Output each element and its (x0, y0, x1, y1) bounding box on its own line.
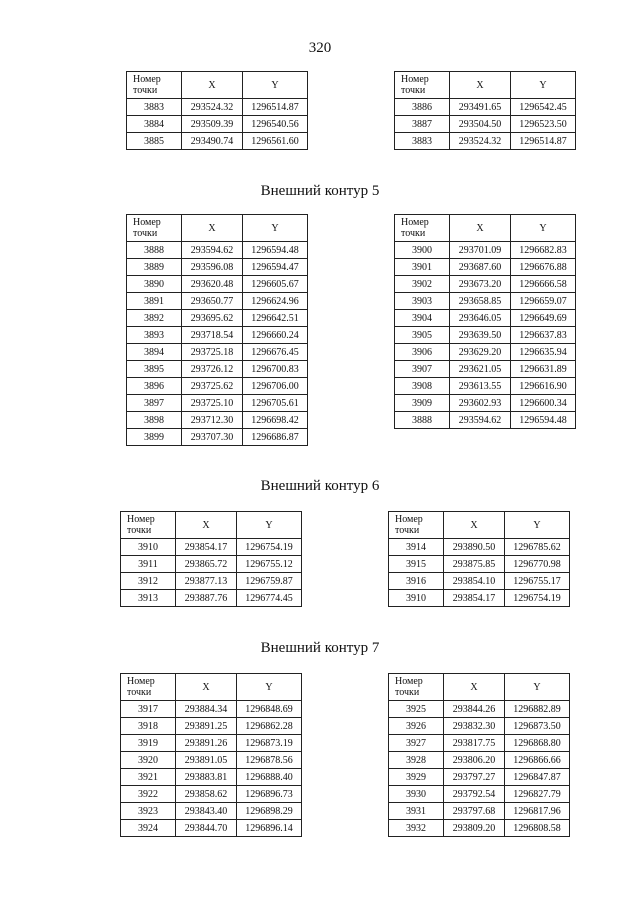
y-cell: 1296759.87 (237, 573, 302, 590)
point-number-cell: 3894 (127, 344, 182, 361)
x-cell: 293797.27 (444, 769, 505, 786)
table-row (121, 803, 302, 820)
point-number-cell: 3910 (389, 590, 444, 607)
table-row (395, 259, 576, 276)
y-cell: 1296785.62 (505, 539, 570, 556)
y-cell: 1296676.88 (511, 259, 576, 276)
x-header: X (182, 72, 243, 99)
x-cell: 293877.13 (176, 573, 237, 590)
y-header: Y (243, 215, 308, 242)
table-header-row (127, 215, 308, 242)
point-number-cell: 3886 (395, 99, 450, 116)
x-cell: 293891.25 (176, 718, 237, 735)
y-cell: 1296642.51 (243, 310, 308, 327)
coordinates-table (394, 214, 576, 429)
table-row (127, 99, 308, 116)
y-cell: 1296755.17 (505, 573, 570, 590)
table-header-row (121, 512, 302, 539)
point-number-cell: 3884 (127, 116, 182, 133)
point-number-cell: 3913 (121, 590, 176, 607)
y-cell: 1296698.42 (243, 412, 308, 429)
x-cell: 293650.77 (182, 293, 243, 310)
point-number-cell: 3911 (121, 556, 176, 573)
y-cell: 1296755.12 (237, 556, 302, 573)
y-cell: 1296847.87 (505, 769, 570, 786)
x-cell: 293890.50 (444, 539, 505, 556)
point-number-cell: 3909 (395, 395, 450, 412)
y-cell: 1296637.83 (511, 327, 576, 344)
x-cell: 293594.62 (450, 412, 511, 429)
x-cell: 293718.54 (182, 327, 243, 344)
table-row (127, 259, 308, 276)
y-cell: 1296817.96 (505, 803, 570, 820)
y-cell: 1296754.19 (237, 539, 302, 556)
x-header: X (450, 215, 511, 242)
y-header: Y (237, 674, 302, 701)
x-cell: 293792.54 (444, 786, 505, 803)
x-cell: 293725.62 (182, 378, 243, 395)
y-cell: 1296770.98 (505, 556, 570, 573)
x-header: X (444, 674, 505, 701)
point-number-header (389, 512, 444, 539)
x-cell: 293701.09 (450, 242, 511, 259)
table-row (127, 395, 308, 412)
x-cell: 293844.26 (444, 701, 505, 718)
point-number-cell: 3928 (389, 752, 444, 769)
point-number-header-line2: точки (395, 525, 420, 536)
table-row (395, 412, 576, 429)
table-row (389, 820, 570, 837)
y-cell: 1296523.50 (511, 116, 576, 133)
table-row (121, 573, 302, 590)
y-header: Y (237, 512, 302, 539)
x-cell: 293817.75 (444, 735, 505, 752)
y-cell: 1296542.45 (511, 99, 576, 116)
y-cell: 1296659.07 (511, 293, 576, 310)
point-number-cell: 3916 (389, 573, 444, 590)
x-cell: 293844.70 (176, 820, 237, 837)
point-number-cell: 3927 (389, 735, 444, 752)
point-number-cell: 3893 (127, 327, 182, 344)
x-cell: 293639.50 (450, 327, 511, 344)
table-row (389, 786, 570, 803)
y-cell: 1296705.61 (243, 395, 308, 412)
table-row (121, 769, 302, 786)
x-cell: 293858.62 (176, 786, 237, 803)
point-number-cell: 3923 (121, 803, 176, 820)
x-cell: 293832.30 (444, 718, 505, 735)
y-cell: 1296827.79 (505, 786, 570, 803)
x-cell: 293658.85 (450, 293, 511, 310)
coordinates-table (388, 511, 570, 607)
x-cell: 293673.20 (450, 276, 511, 293)
page-number: 320 (308, 40, 332, 56)
y-cell: 1296866.66 (505, 752, 570, 769)
x-cell: 293524.32 (182, 99, 243, 116)
point-number-cell: 3922 (121, 786, 176, 803)
coordinates-table (388, 673, 570, 837)
table-row (395, 276, 576, 293)
x-cell: 293613.55 (450, 378, 511, 395)
table-row (121, 752, 302, 769)
point-number-header (121, 512, 176, 539)
coordinates-table (120, 511, 302, 607)
point-number-header (127, 215, 182, 242)
table-row (121, 718, 302, 735)
y-header: Y (243, 72, 308, 99)
point-number-cell: 3908 (395, 378, 450, 395)
table-row (389, 539, 570, 556)
table-header-row (395, 72, 576, 99)
point-number-header-line1: Номер (395, 676, 423, 687)
y-cell: 1296706.00 (243, 378, 308, 395)
y-cell: 1296594.48 (511, 412, 576, 429)
y-cell: 1296514.87 (243, 99, 308, 116)
x-cell: 293887.76 (176, 590, 237, 607)
x-cell: 293883.81 (176, 769, 237, 786)
x-cell: 293490.74 (182, 133, 243, 150)
y-cell: 1296896.73 (237, 786, 302, 803)
table-row (395, 99, 576, 116)
point-number-cell: 3930 (389, 786, 444, 803)
y-cell: 1296594.47 (243, 259, 308, 276)
point-number-cell: 3926 (389, 718, 444, 735)
y-cell: 1296888.40 (237, 769, 302, 786)
y-cell: 1296754.19 (505, 590, 570, 607)
point-number-cell: 3902 (395, 276, 450, 293)
y-cell: 1296848.69 (237, 701, 302, 718)
x-cell: 293854.17 (176, 539, 237, 556)
table-row (389, 752, 570, 769)
x-cell: 293884.34 (176, 701, 237, 718)
y-cell: 1296605.67 (243, 276, 308, 293)
point-number-header-line1: Номер (127, 676, 155, 687)
y-header: Y (511, 215, 576, 242)
y-cell: 1296561.60 (243, 133, 308, 150)
point-number-header-line1: Номер (127, 514, 155, 525)
table-header-row (121, 674, 302, 701)
y-header: Y (505, 512, 570, 539)
point-number-header (395, 72, 450, 99)
table-row (127, 361, 308, 378)
point-number-cell: 3883 (395, 133, 450, 150)
y-cell: 1296616.90 (511, 378, 576, 395)
point-number-header-line2: точки (401, 85, 426, 96)
section-title: Внешний контур 7 (260, 640, 380, 656)
point-number-cell: 3892 (127, 310, 182, 327)
y-cell: 1296808.58 (505, 820, 570, 837)
table-row (389, 769, 570, 786)
table-row (121, 556, 302, 573)
point-number-header (389, 674, 444, 701)
x-cell: 293602.93 (450, 395, 511, 412)
point-number-cell: 3900 (395, 242, 450, 259)
point-number-cell: 3914 (389, 539, 444, 556)
y-cell: 1296868.80 (505, 735, 570, 752)
x-cell: 293509.39 (182, 116, 243, 133)
point-number-cell: 3931 (389, 803, 444, 820)
point-number-header-line1: Номер (133, 74, 161, 85)
table-header-row (395, 215, 576, 242)
x-cell: 293725.18 (182, 344, 243, 361)
y-cell: 1296660.24 (243, 327, 308, 344)
table-row (127, 133, 308, 150)
point-number-cell: 3904 (395, 310, 450, 327)
point-number-cell: 3925 (389, 701, 444, 718)
x-header: X (176, 674, 237, 701)
point-number-header-line1: Номер (395, 514, 423, 525)
point-number-cell: 3897 (127, 395, 182, 412)
table-row (121, 820, 302, 837)
point-number-cell: 3905 (395, 327, 450, 344)
y-header: Y (511, 72, 576, 99)
x-cell: 293620.48 (182, 276, 243, 293)
point-number-cell: 3896 (127, 378, 182, 395)
table-row (127, 116, 308, 133)
point-number-cell: 3932 (389, 820, 444, 837)
x-cell: 293712.30 (182, 412, 243, 429)
point-number-cell: 3899 (127, 429, 182, 446)
point-number-header-line2: точки (127, 687, 152, 698)
y-cell: 1296862.28 (237, 718, 302, 735)
point-number-cell: 3917 (121, 701, 176, 718)
point-number-cell: 3887 (395, 116, 450, 133)
point-number-header-line2: точки (133, 85, 158, 96)
point-number-header (121, 674, 176, 701)
table-row (127, 276, 308, 293)
y-cell: 1296540.56 (243, 116, 308, 133)
table-row (389, 701, 570, 718)
x-header: X (450, 72, 511, 99)
table-row (127, 327, 308, 344)
y-header: Y (505, 674, 570, 701)
x-cell: 293891.26 (176, 735, 237, 752)
y-cell: 1296686.87 (243, 429, 308, 446)
x-cell: 293621.05 (450, 361, 511, 378)
point-number-cell: 3924 (121, 820, 176, 837)
x-cell: 293596.08 (182, 259, 243, 276)
table-row (395, 242, 576, 259)
x-cell: 293854.17 (444, 590, 505, 607)
y-cell: 1296600.34 (511, 395, 576, 412)
table-row (395, 327, 576, 344)
y-cell: 1296700.83 (243, 361, 308, 378)
point-number-cell: 3918 (121, 718, 176, 735)
y-cell: 1296594.48 (243, 242, 308, 259)
y-cell: 1296873.19 (237, 735, 302, 752)
y-cell: 1296666.58 (511, 276, 576, 293)
point-number-cell: 3901 (395, 259, 450, 276)
y-cell: 1296514.87 (511, 133, 576, 150)
point-number-cell: 3920 (121, 752, 176, 769)
y-cell: 1296631.89 (511, 361, 576, 378)
table-row (395, 310, 576, 327)
point-number-header-line1: Номер (401, 74, 429, 85)
point-number-cell: 3898 (127, 412, 182, 429)
point-number-header-line2: точки (127, 525, 152, 536)
x-header: X (182, 215, 243, 242)
x-cell: 293875.85 (444, 556, 505, 573)
x-cell: 293891.05 (176, 752, 237, 769)
point-number-cell: 3912 (121, 573, 176, 590)
table-row (121, 701, 302, 718)
y-cell: 1296649.69 (511, 310, 576, 327)
table-row (395, 395, 576, 412)
point-number-cell: 3921 (121, 769, 176, 786)
y-cell: 1296882.89 (505, 701, 570, 718)
x-cell: 293797.68 (444, 803, 505, 820)
table-row (121, 590, 302, 607)
point-number-header-line1: Номер (401, 217, 429, 228)
point-number-cell: 3919 (121, 735, 176, 752)
point-number-header-line2: точки (133, 228, 158, 239)
point-number-cell: 3890 (127, 276, 182, 293)
point-number-cell: 3891 (127, 293, 182, 310)
table-row (395, 344, 576, 361)
table-row (127, 429, 308, 446)
table-row (395, 293, 576, 310)
point-number-cell: 3907 (395, 361, 450, 378)
y-cell: 1296898.29 (237, 803, 302, 820)
table-row (127, 344, 308, 361)
coordinates-table (394, 71, 576, 150)
table-row (389, 590, 570, 607)
x-cell: 293854.10 (444, 573, 505, 590)
section-title: Внешний контур 6 (260, 478, 380, 494)
point-number-cell: 3889 (127, 259, 182, 276)
table-row (121, 539, 302, 556)
point-number-header-line2: точки (395, 687, 420, 698)
table-row (395, 361, 576, 378)
point-number-cell: 3929 (389, 769, 444, 786)
point-number-cell: 3888 (127, 242, 182, 259)
x-cell: 293865.72 (176, 556, 237, 573)
coordinates-table (126, 71, 308, 150)
point-number-header-line1: Номер (133, 217, 161, 228)
point-number-header-line2: точки (401, 228, 426, 239)
table-row (395, 116, 576, 133)
table-row (395, 378, 576, 395)
y-cell: 1296624.96 (243, 293, 308, 310)
x-cell: 293524.32 (450, 133, 511, 150)
y-cell: 1296676.45 (243, 344, 308, 361)
coordinates-table (120, 673, 302, 837)
y-cell: 1296774.45 (237, 590, 302, 607)
x-header: X (444, 512, 505, 539)
table-row (121, 735, 302, 752)
y-cell: 1296878.56 (237, 752, 302, 769)
table-row (389, 556, 570, 573)
y-cell: 1296873.50 (505, 718, 570, 735)
point-number-cell: 3906 (395, 344, 450, 361)
point-number-cell: 3910 (121, 539, 176, 556)
table-header-row (389, 674, 570, 701)
table-row (127, 293, 308, 310)
point-number-cell: 3883 (127, 99, 182, 116)
y-cell: 1296896.14 (237, 820, 302, 837)
point-number-cell: 3885 (127, 133, 182, 150)
table-row (127, 378, 308, 395)
point-number-cell: 3915 (389, 556, 444, 573)
y-cell: 1296635.94 (511, 344, 576, 361)
point-number-header (127, 72, 182, 99)
table-row (127, 242, 308, 259)
table-row (389, 803, 570, 820)
x-cell: 293594.62 (182, 242, 243, 259)
x-header: X (176, 512, 237, 539)
x-cell: 293687.60 (450, 259, 511, 276)
x-cell: 293646.05 (450, 310, 511, 327)
y-cell: 1296682.83 (511, 242, 576, 259)
table-row (389, 735, 570, 752)
table-row (127, 310, 308, 327)
x-cell: 293806.20 (444, 752, 505, 769)
x-cell: 293695.62 (182, 310, 243, 327)
x-cell: 293707.30 (182, 429, 243, 446)
table-row (395, 133, 576, 150)
x-cell: 293725.10 (182, 395, 243, 412)
x-cell: 293629.20 (450, 344, 511, 361)
table-row (121, 786, 302, 803)
point-number-cell: 3888 (395, 412, 450, 429)
point-number-cell: 3895 (127, 361, 182, 378)
x-cell: 293504.50 (450, 116, 511, 133)
point-number-cell: 3903 (395, 293, 450, 310)
table-header-row (389, 512, 570, 539)
point-number-header (395, 215, 450, 242)
table-row (389, 573, 570, 590)
table-row (127, 412, 308, 429)
coordinates-table (126, 214, 308, 446)
x-cell: 293809.20 (444, 820, 505, 837)
table-row (389, 718, 570, 735)
x-cell: 293843.40 (176, 803, 237, 820)
x-cell: 293491.65 (450, 99, 511, 116)
section-title: Внешний контур 5 (260, 183, 380, 199)
table-header-row (127, 72, 308, 99)
x-cell: 293726.12 (182, 361, 243, 378)
